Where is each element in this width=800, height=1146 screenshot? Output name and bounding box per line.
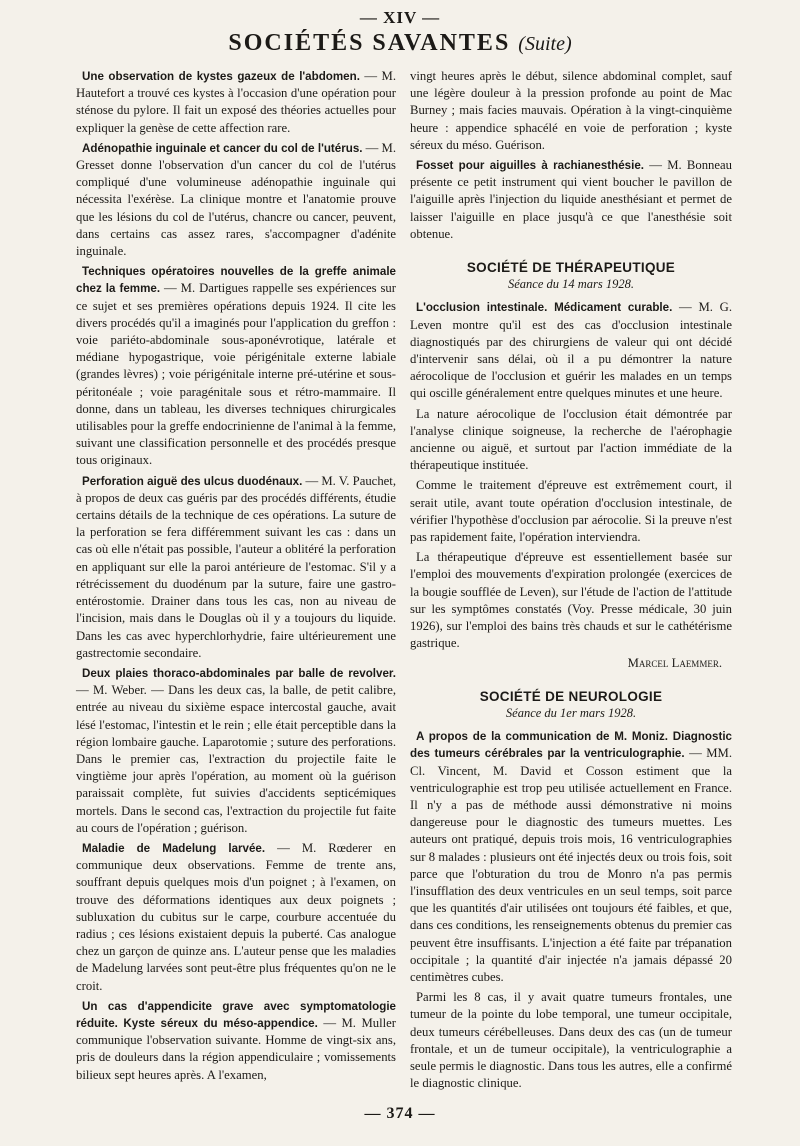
roman-folio: — XIV — (359, 8, 441, 27)
page-title (0, 30, 800, 57)
abstract-body: — M. Gresset donne l'observation d'un cancer du col de l'utérus compliqué d'une volumineuse adénopathie inguinale qui nécessita l'exérèse. La clinique montre et l'anatomie prouve que les lésions du col de l'utérus, chancre ou cancer, peuvent, dans certains cas assez rares, s'accompagner d'adénite inguinale. (76, 140, 397, 259)
abstract-perforation-ulcus (76, 473, 396, 662)
abstract-body: — M. Muller communique l'observation suivante. Homme de vingt-six ans, pris de douleurs dans la région appendiculaire ; vomissements bilieux sept heures après. A l'examen, (76, 1015, 396, 1082)
abstract-plaies-thoraco (76, 665, 396, 837)
left-column (76, 68, 396, 1084)
abstract-fosset (410, 157, 732, 243)
section-heading-therapeutique: SOCIÉTÉ DE THÉRAPEUTIQUE (466, 260, 676, 276)
paragraph: La thérapeutique d'épreuve est essentiellement basée sur l'emploi des mouvements d'expiration prolongée (exercices de la bougie soufflée de Leven), sur l'étude de l'action de l'attitude sur les symptômes constatés (Voy. Presse médicale, 30 juin 1926), sur l'emploi des bains très chauds et sur le cathétérisme gastrique. (410, 550, 732, 651)
paragraph: La nature aérocolique de l'occlusion était démontrée par l'analyse clinique soigneuse, la recherche de l'aérophagie ancienne ou aiguë, et surtout par l'action immédiate de la thérapeutique instituée. (410, 406, 732, 473)
section-date-neurologie: Séance du 1er mars 1928. (505, 705, 637, 720)
abstract-appendicite-continued: vingt heures après le début, silence abdominal complet, sauf une légère douleur à la pression profonde au point de Mac Burney ; mais facies mauvais. Opération à la vingt-cinquième heure : appendice sphacélé en voie de perforation ; kyste séreux du méso. Guérison. (410, 69, 732, 152)
abstract-ventriculographie (410, 728, 732, 986)
abstract-title: A propos de la communication de M. Moniz. Diagnostic des tumeurs cérébrales par la ventriculographie. (410, 730, 732, 761)
abstract-body: — M. Rœderer en communique deux observations. Femme de trente ans, souffrant depuis quelques mois d'un poignet ; à l'examen, on trouve des déformations identiques aux deux poignets ; subluxation du cubitus sur le carpe, courbure accentuée du radius ; ces lésions existaient depuis la puberté. Cas analogue chez un garçon de quinze ans. L'auteur pense que les maladies de Madelung larvées sont peut-être plus fréquentes qu'on ne le croit. (76, 840, 396, 993)
abstract-appendicite (76, 998, 396, 1084)
abstract-title: Un cas d'appendicite grave avec symptomatologie réduite. Kyste séreux du méso-appendice. (76, 999, 396, 1030)
abstract-title: Deux plaies thoraco-abdominales par balle de revolver. (82, 666, 396, 680)
right-column (410, 68, 732, 1092)
abstract-title: Perforation aiguë des ulcus duodénaux. (82, 474, 303, 488)
abstract-body: — M. V. Pauchet, à propos de deux cas guéris par des procédés différents, étudie certains détails de la technique de ces opérations. La suture de la perforation se fera différemment suivant les cas : dans un cas où elle n'était pas possible, l'auteur a oblitéré la perforation en appliquant sur elle la paroi antérieure de l'estomac. S'il y a rétrécissement du duodénum par la suture, faire une gastro-entérostomie. Drainer dans tous les cas, non au niveau de l'incision, mais dans le Douglas où il y a toujours du liquide. Dans les cas avec hyperchlorhydrie, faire ultérieurement une gastrectomie secondaire. (76, 473, 396, 660)
abstract-greffe-animale (76, 263, 396, 469)
paragraph: Comme le traitement d'épreuve est extrêmement court, il serait utile, avant toute opération d'occlusion intestinale, de vérifier l'hypothèse d'occlusion par aérocolie. Si la preuve n'est pas rapidement faite, l'opération interviendra. (410, 478, 732, 545)
page-number: — 374 — (364, 1105, 436, 1122)
abstract-title: Techniques opératoires nouvelles de la greffe animale chez la femme. (76, 265, 396, 296)
abstract-body: — M. Bonneau présente ce petit instrument qui vient boucher le pavillon de l'aiguille après l'injection du liquide anesthésiant et permet de laisser l'aiguille en place jusqu'à ce que l'anesthésie soit obtenue. (410, 158, 732, 241)
abstract-title: Une observation de kystes gazeux de l'abdomen. (82, 70, 360, 83)
abstract-occlusion (410, 299, 732, 402)
abstract-title: Fosset pour aiguilles à rachianesthésie. (416, 159, 645, 173)
title-suite: (Suite) (518, 33, 572, 55)
abstract-madelung (76, 840, 396, 995)
section-date-therapeutique: Séance du 14 mars 1928. (507, 277, 635, 292)
abstract-adenopathie (76, 140, 396, 260)
paragraph: Parmi les 8 cas, il y avait quatre tumeurs frontales, une tumeur de la pointe du lobe temporal, une tumeur occipitale, deux tumeurs cérébelleuses. Dans deux des cas (un de tumeur frontale, et un de tumeur occipitale), la ventriculographie a seule permis le diagnostic. Dans tous les autres, elle a confirmé le diagnostic clinique. (410, 990, 732, 1091)
title-main: SOCIÉTÉS SAVANTES (228, 30, 511, 56)
abstract-title: L'occlusion intestinale. Médicament curable. (416, 301, 673, 315)
abstract-body: — M. Hautefort a trouvé ces kystes à l'occasion d'une opération pour sténose du pylore. Il fait un exposé des théories actuelles pour expliquer la genèse de cette affection rare. (76, 69, 396, 135)
abstract-body: — M. Dartigues rappelle ses expériences sur ce sujet et ses premières opérations depuis 1924. Il cite les divers procédés qu'il a imaginés pour l'application du greffon : voie pariéto-abdominale sous-aponévrotique, latérale et médiane hypogastrique, voie périgénitale externe labiale (grandes lèvres) ; voie périgénitale interne pré-utérine et sous-péritonéale ; voie paragénitale sous et rétro-mammaire. Il donne, dans un tableau, les diverses techniques chirurgicales utilisables pour la greffe endocrinienne de l'animal à la femme, suivant une classification personnelle et des procédés presque tous originaux. (76, 281, 396, 468)
abstract-title: Adénopathie inguinale et cancer du col de l'utérus. (82, 141, 363, 155)
abstract-title: Maladie de Madelung larvée. (82, 841, 266, 855)
abstract-body: — MM. Cl. Vincent, M. David et Cosson estiment que la ventriculographie est trop peu utilisée actuellement en France. Il n'y a pas de méthode aussi démonstrative ni moins dangereuse pour le diagnostic des tumeurs muettes. Les auteurs ont pratiqué, depuis trois mois, 16 ventriculographies sur 8 malades : plusieurs ont été injectés deux ou trois fois, soit parce que l'obturation du trou de Monro n'a pas permis l'insufflation des deux ventricules en un seul temps, soit parce que les quantités d'air utilisées ont toujours été faibles, et que, dans ces conditions, les renseignements obtenus du premier cas peuvent être insuffisants. L'injection a été faite par trépanation occipitale ; la quantité d'air injectée n'a jamais dépassé 20 centimètres cubes. (410, 746, 732, 984)
author-signature: Marcel Laemmer. (627, 655, 722, 670)
abstract-body: — M. G. Leven montre qu'il est des cas d'occlusion intestinale diagnostiqués par des chirurgiens de valeur qui ont décidé d'intervenir sans délai, où il a pu démontrer la nature aérocolique de l'occlusion et guérir les malades en un temps qui oscille généralement entre quelques minutes et une heure. (410, 300, 732, 401)
section-heading-neurologie: SOCIÉTÉ DE NEUROLOGIE (479, 688, 663, 704)
abstract-kystes-gazeux (76, 68, 396, 137)
abstract-body: — M. Weber. — Dans les deux cas, la balle, de petit calibre, entrée au niveau du sixième espace intercostal gauche, avait lésé l'estomac, l'intestin et le rein ; elle était perceptible dans la région lombaire gauche. Laparotomie ; suture des perforations. Dans le premier cas, l'extraction du projectile faite le vingtième jour après l'opération, au moment où la guérison paraissait complète, fut suivies d'accidents septicémiques mortels. Dans le second cas, l'extraction du projectile fut faite au cours de l'opération ; guérison. (76, 683, 396, 835)
